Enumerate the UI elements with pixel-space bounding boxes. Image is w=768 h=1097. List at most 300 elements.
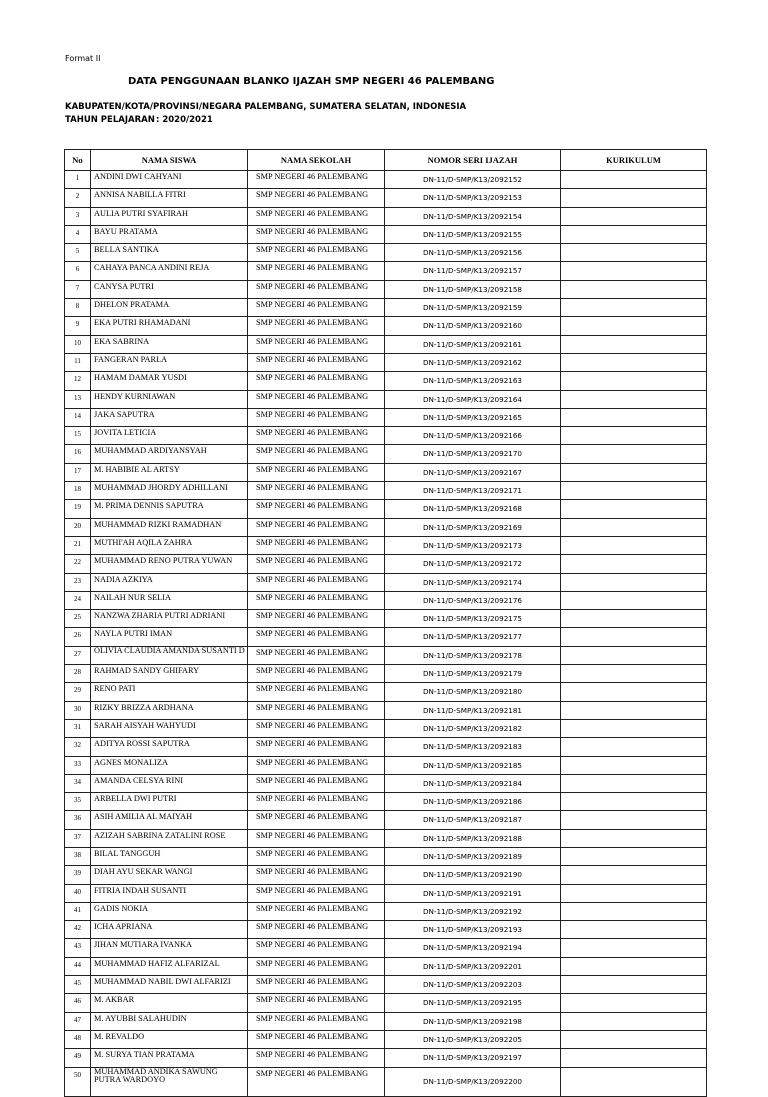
table-row (65, 207, 707, 225)
cell-nomor-seri: DN-11/D-SMP/K13/2092152 (385, 171, 561, 189)
table-row (65, 335, 707, 353)
meta-region-label: KABUPATEN/KOTA/PROVINSI/NEGARA (65, 102, 242, 112)
cell-no: 36 (65, 811, 91, 829)
cell-no: 42 (65, 921, 91, 939)
cell-no: 3 (65, 207, 91, 225)
cell-nomor-seri: DN-11/D-SMP/K13/2092167 (385, 463, 561, 481)
cell-nama-sekolah: SMP NEGERI 46 PALEMBANG (248, 921, 385, 939)
cell-no: 37 (65, 829, 91, 847)
table-body (65, 171, 707, 1097)
cell-nomor-seri: DN-11/D-SMP/K13/2092189 (385, 847, 561, 865)
meta-year-label: TAHUN PELAJARAN (65, 114, 155, 125)
cell-nama-sekolah: SMP NEGERI 46 PALEMBANG (248, 902, 385, 920)
header-kurikulum: KURIKULUM (561, 150, 707, 171)
cell-nama-siswa: NADIA AZKIYA (91, 573, 248, 591)
cell-nomor-seri: DN-11/D-SMP/K13/2092166 (385, 427, 561, 445)
cell-nama-siswa: M. AKBAR (91, 994, 248, 1012)
cell-nama-sekolah: SMP NEGERI 46 PALEMBANG (248, 811, 385, 829)
cell-kurikulum (561, 738, 707, 756)
cell-nama-siswa: NAILAH NUR SELIA (91, 591, 248, 609)
cell-nama-sekolah: SMP NEGERI 46 PALEMBANG (248, 500, 385, 518)
cell-no: 34 (65, 774, 91, 792)
cell-nama-siswa: BILAL TANGGUH (91, 847, 248, 865)
cell-no: 31 (65, 719, 91, 737)
table-row (65, 1012, 707, 1030)
table-row (65, 921, 707, 939)
cell-nama-sekolah: SMP NEGERI 46 PALEMBANG (248, 482, 385, 500)
cell-nama-siswa: BELLA SANTIKA (91, 244, 248, 262)
cell-nama-siswa: HENDY KURNIAWAN (91, 390, 248, 408)
table-row (65, 171, 707, 189)
cell-nama-siswa: DIAH AYU SEKAR WANGI (91, 866, 248, 884)
cell-kurikulum (561, 244, 707, 262)
cell-nama-siswa: JAKA SAPUTRA (91, 408, 248, 426)
cell-nama-siswa: MUHAMMAD RENO PUTRA YUWAN (91, 555, 248, 573)
table-row (65, 774, 707, 792)
cell-nama-sekolah: SMP NEGERI 46 PALEMBANG (248, 793, 385, 811)
table-header-row (65, 150, 707, 171)
cell-nama-sekolah: SMP NEGERI 46 PALEMBANG (248, 299, 385, 317)
cell-no: 26 (65, 628, 91, 646)
cell-kurikulum (561, 207, 707, 225)
cell-nomor-seri: DN-11/D-SMP/K13/2092183 (385, 738, 561, 756)
cell-no: 2 (65, 189, 91, 207)
cell-nama-siswa: NANZWA ZHARIA PUTRI ADRIANI (91, 610, 248, 628)
table-row (65, 610, 707, 628)
meta-region-row (65, 101, 466, 114)
table-row (65, 1067, 707, 1096)
cell-nama-sekolah: SMP NEGERI 46 PALEMBANG (248, 1049, 385, 1067)
cell-nama-siswa: HAMAM DAMAR YUSDI (91, 372, 248, 390)
table-row (65, 884, 707, 902)
cell-nama-siswa: ICHA APRIANA (91, 921, 248, 939)
cell-nomor-seri: DN-11/D-SMP/K13/2092179 (385, 665, 561, 683)
cell-no: 41 (65, 902, 91, 920)
cell-nama-sekolah: SMP NEGERI 46 PALEMBANG (248, 591, 385, 609)
cell-no: 49 (65, 1049, 91, 1067)
cell-kurikulum (561, 683, 707, 701)
cell-nama-sekolah: SMP NEGERI 46 PALEMBANG (248, 646, 385, 664)
cell-nama-siswa: M. HABIBIE AL ARTSY (91, 463, 248, 481)
cell-nomor-seri: DN-11/D-SMP/K13/2092162 (385, 353, 561, 371)
cell-kurikulum (561, 921, 707, 939)
cell-nama-siswa: RENO PATI (91, 683, 248, 701)
table-row (65, 829, 707, 847)
cell-nomor-seri: DN-11/D-SMP/K13/2092171 (385, 482, 561, 500)
table-row (65, 847, 707, 865)
cell-nomor-seri: DN-11/D-SMP/K13/2092184 (385, 774, 561, 792)
cell-nomor-seri: DN-11/D-SMP/K13/2092158 (385, 280, 561, 298)
table-row (65, 1049, 707, 1067)
table-row (65, 317, 707, 335)
cell-nomor-seri: DN-11/D-SMP/K13/2092176 (385, 591, 561, 609)
cell-nomor-seri: DN-11/D-SMP/K13/2092163 (385, 372, 561, 390)
meta-region-value: : PALEMBANG, SUMATERA SELATAN, INDONESIA (238, 102, 467, 112)
cell-nomor-seri: DN-11/D-SMP/K13/2092161 (385, 335, 561, 353)
cell-no: 50 (65, 1067, 91, 1096)
cell-no: 7 (65, 280, 91, 298)
cell-nomor-seri: DN-11/D-SMP/K13/2092193 (385, 921, 561, 939)
cell-nama-sekolah: SMP NEGERI 46 PALEMBANG (248, 427, 385, 445)
cell-kurikulum (561, 976, 707, 994)
cell-nama-siswa: GADIS NOKIA (91, 902, 248, 920)
table-row (65, 902, 707, 920)
table-row (65, 976, 707, 994)
cell-no: 17 (65, 463, 91, 481)
cell-nama-siswa: M. AYUBBI SALAHUDIN (91, 1012, 248, 1030)
cell-nama-sekolah: SMP NEGERI 46 PALEMBANG (248, 573, 385, 591)
cell-kurikulum (561, 335, 707, 353)
cell-kurikulum (561, 427, 707, 445)
table-row (65, 719, 707, 737)
table-row (65, 299, 707, 317)
cell-kurikulum (561, 500, 707, 518)
cell-nama-siswa: OLIVIA CLAUDIA AMANDA SUSANTI D (91, 646, 248, 664)
cell-no: 11 (65, 353, 91, 371)
cell-kurikulum (561, 591, 707, 609)
cell-nama-sekolah: SMP NEGERI 46 PALEMBANG (248, 829, 385, 847)
cell-no: 1 (65, 171, 91, 189)
cell-nama-siswa: BAYU PRATAMA (91, 225, 248, 243)
cell-nama-siswa: RAHMAD SANDY GHIFARY (91, 665, 248, 683)
cell-no: 5 (65, 244, 91, 262)
cell-nomor-seri: DN-11/D-SMP/K13/2092188 (385, 829, 561, 847)
cell-nama-siswa: ADITYA ROSSI SAPUTRA (91, 738, 248, 756)
table-row (65, 866, 707, 884)
cell-nomor-seri: DN-11/D-SMP/K13/2092170 (385, 445, 561, 463)
cell-nama-siswa: ANNISA NABILLA FITRI (91, 189, 248, 207)
cell-nomor-seri: DN-11/D-SMP/K13/2092186 (385, 793, 561, 811)
cell-no: 43 (65, 939, 91, 957)
cell-no: 16 (65, 445, 91, 463)
cell-no: 48 (65, 1030, 91, 1048)
cell-nama-siswa: CANYSA PUTRI (91, 280, 248, 298)
cell-nama-siswa: M. REVALDO (91, 1030, 248, 1048)
cell-nama-siswa: NAYLA PUTRI IMAN (91, 628, 248, 646)
cell-nomor-seri: DN-11/D-SMP/K13/2092182 (385, 719, 561, 737)
cell-nama-sekolah: SMP NEGERI 46 PALEMBANG (248, 353, 385, 371)
format-label: Format II (65, 54, 101, 63)
cell-kurikulum (561, 793, 707, 811)
table-row (65, 463, 707, 481)
cell-nama-sekolah: SMP NEGERI 46 PALEMBANG (248, 244, 385, 262)
document-meta (65, 101, 466, 126)
cell-nama-siswa: MUHAMMAD ANDIKA SAWUNG PUTRA WARDOYO (91, 1067, 248, 1096)
cell-nama-siswa: AMANDA CELSYA RINI (91, 774, 248, 792)
cell-kurikulum (561, 866, 707, 884)
cell-nomor-seri: DN-11/D-SMP/K13/2092191 (385, 884, 561, 902)
cell-nama-siswa: ANDINI DWI CAHYANI (91, 171, 248, 189)
cell-nama-sekolah: SMP NEGERI 46 PALEMBANG (248, 1030, 385, 1048)
table-row (65, 591, 707, 609)
cell-no: 21 (65, 536, 91, 554)
cell-nomor-seri: DN-11/D-SMP/K13/2092201 (385, 957, 561, 975)
cell-no: 19 (65, 500, 91, 518)
header-no: No (65, 150, 91, 171)
cell-kurikulum (561, 299, 707, 317)
cell-no: 22 (65, 555, 91, 573)
cell-nama-siswa: MUTHI'AH AQILA ZAHRA (91, 536, 248, 554)
table-row (65, 225, 707, 243)
cell-nomor-seri: DN-11/D-SMP/K13/2092156 (385, 244, 561, 262)
cell-kurikulum (561, 518, 707, 536)
cell-kurikulum (561, 445, 707, 463)
header-nama-siswa: NAMA SISWA (91, 150, 248, 171)
cell-no: 20 (65, 518, 91, 536)
table-row (65, 500, 707, 518)
cell-kurikulum (561, 957, 707, 975)
cell-kurikulum (561, 189, 707, 207)
cell-kurikulum (561, 390, 707, 408)
cell-nama-sekolah: SMP NEGERI 46 PALEMBANG (248, 317, 385, 335)
cell-nama-sekolah: SMP NEGERI 46 PALEMBANG (248, 994, 385, 1012)
cell-nama-sekolah: SMP NEGERI 46 PALEMBANG (248, 335, 385, 353)
cell-nama-sekolah: SMP NEGERI 46 PALEMBANG (248, 1067, 385, 1096)
cell-no: 45 (65, 976, 91, 994)
cell-nomor-seri: DN-11/D-SMP/K13/2092173 (385, 536, 561, 554)
cell-nama-sekolah: SMP NEGERI 46 PALEMBANG (248, 225, 385, 243)
cell-nama-siswa: MUHAMMAD ARDIYANSYAH (91, 445, 248, 463)
cell-nama-sekolah: SMP NEGERI 46 PALEMBANG (248, 555, 385, 573)
cell-kurikulum (561, 665, 707, 683)
cell-nama-sekolah: SMP NEGERI 46 PALEMBANG (248, 536, 385, 554)
table-row (65, 811, 707, 829)
cell-nomor-seri: DN-11/D-SMP/K13/2092157 (385, 262, 561, 280)
table-row (65, 482, 707, 500)
cell-nomor-seri: DN-11/D-SMP/K13/2092155 (385, 225, 561, 243)
cell-nama-siswa: SARAH AISYAH WAHYUDI (91, 719, 248, 737)
header-nama-sekolah: NAMA SEKOLAH (248, 150, 385, 171)
cell-nomor-seri: DN-11/D-SMP/K13/2092154 (385, 207, 561, 225)
table-row (65, 994, 707, 1012)
table-row (65, 738, 707, 756)
cell-nomor-seri: DN-11/D-SMP/K13/2092195 (385, 994, 561, 1012)
cell-kurikulum (561, 902, 707, 920)
table-row (65, 683, 707, 701)
cell-no: 46 (65, 994, 91, 1012)
cell-kurikulum (561, 994, 707, 1012)
cell-no: 30 (65, 701, 91, 719)
cell-no: 24 (65, 591, 91, 609)
table-row (65, 536, 707, 554)
cell-nomor-seri: DN-11/D-SMP/K13/2092205 (385, 1030, 561, 1048)
diploma-usage-table (64, 149, 707, 1097)
cell-nama-sekolah: SMP NEGERI 46 PALEMBANG (248, 719, 385, 737)
cell-nama-sekolah: SMP NEGERI 46 PALEMBANG (248, 756, 385, 774)
cell-kurikulum (561, 482, 707, 500)
cell-nama-sekolah: SMP NEGERI 46 PALEMBANG (248, 372, 385, 390)
cell-no: 32 (65, 738, 91, 756)
cell-nomor-seri: DN-11/D-SMP/K13/2092192 (385, 902, 561, 920)
table-row (65, 957, 707, 975)
cell-nama-sekolah: SMP NEGERI 46 PALEMBANG (248, 390, 385, 408)
cell-nomor-seri: DN-11/D-SMP/K13/2092168 (385, 500, 561, 518)
cell-kurikulum (561, 280, 707, 298)
cell-nama-siswa: DHELON PRATAMA (91, 299, 248, 317)
cell-nomor-seri: DN-11/D-SMP/K13/2092178 (385, 646, 561, 664)
cell-nama-sekolah: SMP NEGERI 46 PALEMBANG (248, 665, 385, 683)
cell-nama-sekolah: SMP NEGERI 46 PALEMBANG (248, 976, 385, 994)
header-nomor-seri: NOMOR SERI IJAZAH (385, 150, 561, 171)
cell-nomor-seri: DN-11/D-SMP/K13/2092172 (385, 555, 561, 573)
cell-nomor-seri: DN-11/D-SMP/K13/2092194 (385, 939, 561, 957)
cell-nama-sekolah: SMP NEGERI 46 PALEMBANG (248, 939, 385, 957)
cell-no: 15 (65, 427, 91, 445)
cell-nomor-seri: DN-11/D-SMP/K13/2092198 (385, 1012, 561, 1030)
cell-no: 4 (65, 225, 91, 243)
cell-nomor-seri: DN-11/D-SMP/K13/2092200 (385, 1067, 561, 1096)
table-row (65, 262, 707, 280)
cell-nama-siswa: M. PRIMA DENNIS SAPUTRA (91, 500, 248, 518)
cell-nama-sekolah: SMP NEGERI 46 PALEMBANG (248, 445, 385, 463)
cell-no: 44 (65, 957, 91, 975)
cell-no: 33 (65, 756, 91, 774)
cell-kurikulum (561, 463, 707, 481)
cell-nama-siswa: FANGERAN PARLA (91, 353, 248, 371)
cell-kurikulum (561, 847, 707, 865)
table-row (65, 390, 707, 408)
cell-nama-siswa: MUHAMMAD JHORDY ADHILLANI (91, 482, 248, 500)
meta-year-row (65, 114, 466, 127)
table-row (65, 244, 707, 262)
cell-nomor-seri: DN-11/D-SMP/K13/2092190 (385, 866, 561, 884)
cell-kurikulum (561, 811, 707, 829)
cell-nomor-seri: DN-11/D-SMP/K13/2092185 (385, 756, 561, 774)
cell-no: 14 (65, 408, 91, 426)
cell-kurikulum (561, 225, 707, 243)
cell-no: 8 (65, 299, 91, 317)
cell-nama-siswa: FITRIA INDAH SUSANTI (91, 884, 248, 902)
cell-no: 27 (65, 646, 91, 664)
table-row (65, 665, 707, 683)
cell-nomor-seri: DN-11/D-SMP/K13/2092160 (385, 317, 561, 335)
cell-nama-sekolah: SMP NEGERI 46 PALEMBANG (248, 847, 385, 865)
cell-kurikulum (561, 353, 707, 371)
cell-kurikulum (561, 610, 707, 628)
cell-nama-siswa: AZIZAH SABRINA ZATALINI ROSE (91, 829, 248, 847)
cell-nama-siswa: EKA SABRINA (91, 335, 248, 353)
cell-nama-sekolah: SMP NEGERI 46 PALEMBANG (248, 280, 385, 298)
table-row (65, 555, 707, 573)
cell-no: 40 (65, 884, 91, 902)
cell-kurikulum (561, 1030, 707, 1048)
cell-nama-sekolah: SMP NEGERI 46 PALEMBANG (248, 610, 385, 628)
cell-nomor-seri: DN-11/D-SMP/K13/2092203 (385, 976, 561, 994)
cell-nama-sekolah: SMP NEGERI 46 PALEMBANG (248, 262, 385, 280)
cell-no: 6 (65, 262, 91, 280)
cell-kurikulum (561, 317, 707, 335)
table-row (65, 1030, 707, 1048)
cell-nama-sekolah: SMP NEGERI 46 PALEMBANG (248, 884, 385, 902)
cell-nomor-seri: DN-11/D-SMP/K13/2092159 (385, 299, 561, 317)
cell-kurikulum (561, 628, 707, 646)
cell-nama-siswa: MUHAMMAD HAFIZ ALFARIZAL (91, 957, 248, 975)
cell-nomor-seri: DN-11/D-SMP/K13/2092174 (385, 573, 561, 591)
cell-nama-siswa: AULIA PUTRI SYAFIRAH (91, 207, 248, 225)
cell-no: 28 (65, 665, 91, 683)
cell-nomor-seri: DN-11/D-SMP/K13/2092197 (385, 1049, 561, 1067)
cell-nama-siswa: AGNES MONALIZA (91, 756, 248, 774)
cell-nama-sekolah: SMP NEGERI 46 PALEMBANG (248, 408, 385, 426)
cell-kurikulum (561, 573, 707, 591)
table-row (65, 427, 707, 445)
cell-nomor-seri: DN-11/D-SMP/K13/2092180 (385, 683, 561, 701)
cell-nama-sekolah: SMP NEGERI 46 PALEMBANG (248, 189, 385, 207)
table-row (65, 793, 707, 811)
cell-nama-sekolah: SMP NEGERI 46 PALEMBANG (248, 207, 385, 225)
cell-nomor-seri: DN-11/D-SMP/K13/2092181 (385, 701, 561, 719)
document-title: DATA PENGGUNAAN BLANKO IJAZAH SMP NEGERI 46 PALEMBANG (128, 76, 495, 87)
cell-nama-sekolah: SMP NEGERI 46 PALEMBANG (248, 774, 385, 792)
cell-nomor-seri: DN-11/D-SMP/K13/2092187 (385, 811, 561, 829)
table-row (65, 573, 707, 591)
cell-kurikulum (561, 701, 707, 719)
cell-nama-sekolah: SMP NEGERI 46 PALEMBANG (248, 518, 385, 536)
table-row (65, 646, 707, 664)
cell-nomor-seri: DN-11/D-SMP/K13/2092164 (385, 390, 561, 408)
cell-kurikulum (561, 939, 707, 957)
cell-no: 18 (65, 482, 91, 500)
cell-nomor-seri: DN-11/D-SMP/K13/2092169 (385, 518, 561, 536)
cell-kurikulum (561, 171, 707, 189)
cell-no: 47 (65, 1012, 91, 1030)
cell-kurikulum (561, 536, 707, 554)
cell-kurikulum (561, 829, 707, 847)
cell-no: 39 (65, 866, 91, 884)
cell-nama-siswa: RIZKY BRIZZA ARDHANA (91, 701, 248, 719)
cell-kurikulum (561, 719, 707, 737)
table-row (65, 939, 707, 957)
cell-nama-siswa: JIHAN MUTIARA IVANKA (91, 939, 248, 957)
cell-kurikulum (561, 884, 707, 902)
table-row (65, 445, 707, 463)
cell-kurikulum (561, 646, 707, 664)
cell-nama-sekolah: SMP NEGERI 46 PALEMBANG (248, 701, 385, 719)
cell-nama-sekolah: SMP NEGERI 46 PALEMBANG (248, 866, 385, 884)
cell-kurikulum (561, 555, 707, 573)
cell-nomor-seri: DN-11/D-SMP/K13/2092153 (385, 189, 561, 207)
cell-no: 25 (65, 610, 91, 628)
cell-no: 23 (65, 573, 91, 591)
cell-no: 9 (65, 317, 91, 335)
cell-nama-siswa: M. SURYA TIAN PRATAMA (91, 1049, 248, 1067)
cell-kurikulum (561, 774, 707, 792)
cell-no: 35 (65, 793, 91, 811)
cell-nomor-seri: DN-11/D-SMP/K13/2092177 (385, 628, 561, 646)
table-row (65, 280, 707, 298)
table-row (65, 756, 707, 774)
cell-nama-siswa: JOVITA LETICIA (91, 427, 248, 445)
cell-nama-sekolah: SMP NEGERI 46 PALEMBANG (248, 463, 385, 481)
cell-no: 29 (65, 683, 91, 701)
cell-kurikulum (561, 1049, 707, 1067)
cell-nama-siswa: ARBELLA DWI PUTRI (91, 793, 248, 811)
cell-nama-sekolah: SMP NEGERI 46 PALEMBANG (248, 628, 385, 646)
cell-kurikulum (561, 372, 707, 390)
cell-no: 12 (65, 372, 91, 390)
table-row (65, 701, 707, 719)
cell-kurikulum (561, 408, 707, 426)
cell-nama-siswa: MUHAMMAD NABIL DWI ALFARIZI (91, 976, 248, 994)
cell-kurikulum (561, 262, 707, 280)
cell-kurikulum (561, 1067, 707, 1096)
table-row (65, 353, 707, 371)
table-row (65, 408, 707, 426)
cell-nama-sekolah: SMP NEGERI 46 PALEMBANG (248, 957, 385, 975)
cell-nama-siswa: ASIH AMILIA AL MAIYAH (91, 811, 248, 829)
meta-year-value: : 2020/2021 (156, 114, 213, 125)
cell-nama-sekolah: SMP NEGERI 46 PALEMBANG (248, 683, 385, 701)
